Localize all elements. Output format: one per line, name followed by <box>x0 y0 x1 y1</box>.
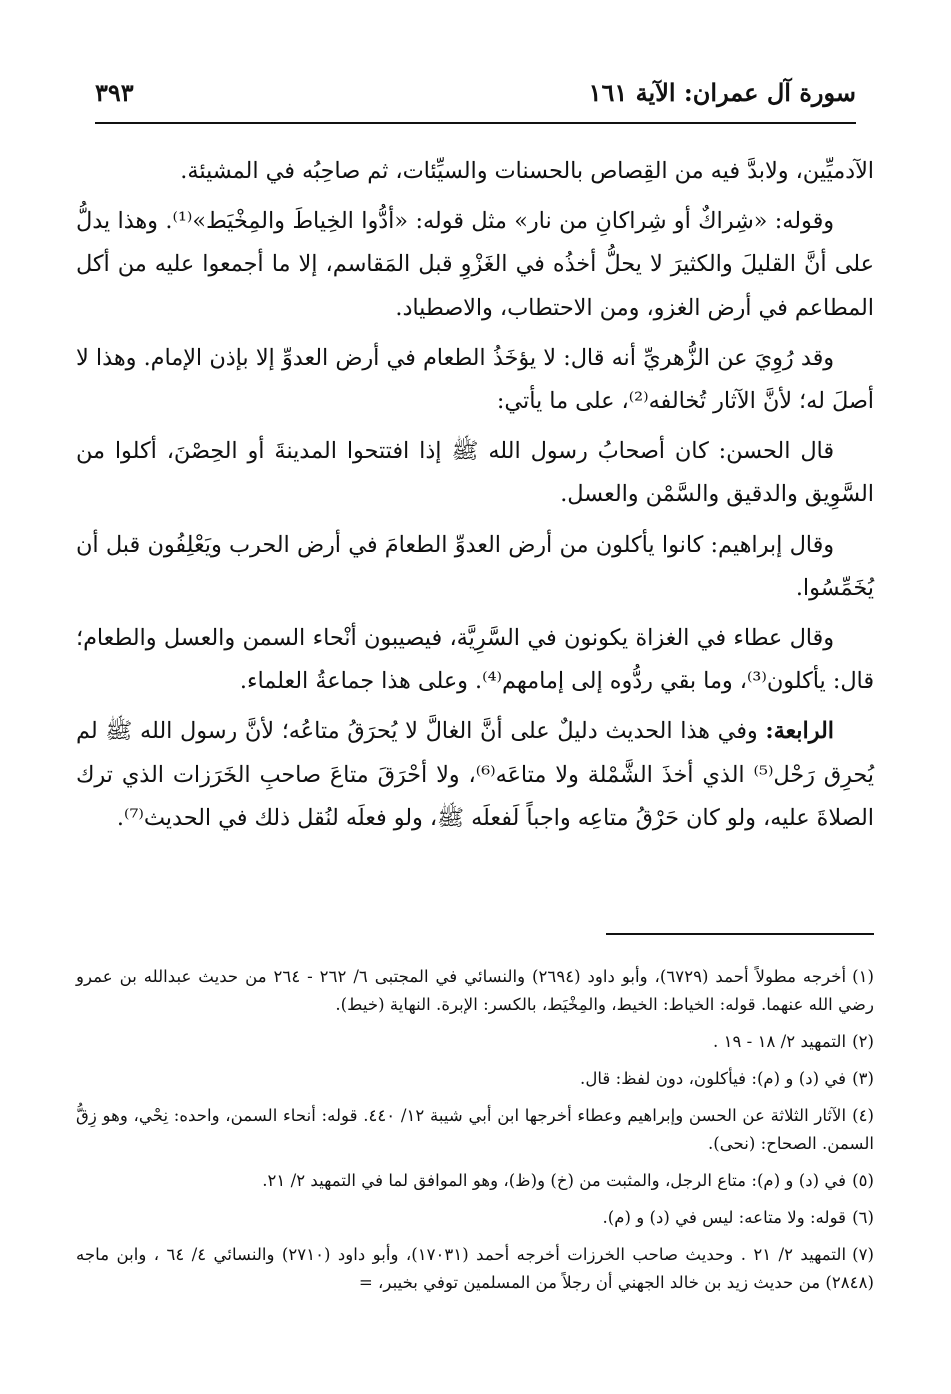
footnote-text: أخرجه مطولاً أحمد (٦٧٢٩)، وأبو داود (٢٦٩٤) والنسائي في المجتبى ٦/ ٢٦٢ - ٢٦٤ من حديث عبدالله بن عمرو رضي الله عنهما. قوله: الخياط: الخيط، والمِخْيَط، بالكسر: الإبرة. النهاية (خيط). <box>76 967 874 1014</box>
footnote-text: في (د) و (م): متاع الرجل، والمثبت من (خ) و(ظ)، وهو الموافق لما في التمهيد ٢/ ٢١. <box>262 1171 847 1190</box>
footnote <box>76 1167 874 1195</box>
footnote-number: (٥) <box>852 1171 874 1190</box>
main-text <box>76 150 874 847</box>
page-number: ٣٩٣ <box>95 78 134 107</box>
footnote <box>76 963 874 1019</box>
footnote-text: في (د) و (م): فيأكلون، دون لفظ: قال. <box>580 1069 847 1088</box>
footnote <box>76 1028 874 1056</box>
footnote-text: قوله: ولا متاعه: ليس في (د) و (م). <box>602 1208 847 1227</box>
footnote <box>76 1065 874 1093</box>
footnote <box>76 1102 874 1158</box>
header-title: سورة آل عمران: الآية ١٦١ <box>588 78 856 107</box>
footnote-text: التمهيد ٢/ ١٨ - ١٩ . <box>713 1032 847 1051</box>
header-rule <box>95 122 856 124</box>
footnote-number: (٤) <box>852 1106 874 1125</box>
paragraph-text: وفي هذا الحديث دليلٌ على أنَّ الغالَّ لا يُحرَقُ متاعُه؛ لأنَّ رسول الله ﷺ لم يُحرِق رَحْل⁽⁵⁾ الذي أخذَ الشَّمْلة ولا متاعَه⁽⁶⁾، ولا أحْرَقَ متاعَ صاحبِ الخَرَزات الذي ترك الصلاةَ عليه، ولو كان حَرْقُ متاعِه واجباً لَفعلَه ﷺ، ولو فعلَه لنُقل ذلك في الحديث⁽⁷⁾. <box>76 718 874 831</box>
running-header <box>95 78 856 114</box>
paragraph <box>76 710 874 840</box>
footnote <box>76 1241 874 1297</box>
section-lead: الرابعة: <box>765 718 834 745</box>
paragraph: وقوله: «شِراكٌ أو شِراكانِ من نار» مثل قوله: «أدُّوا الخِياطَ والمِخْيَط»⁽¹⁾. وهذا يدلُّ على أنَّ القليلَ والكثيرَ لا يحلُّ أخذُه في الغَزْوِ قبل المَقاسم، إلا ما أجمعوا عليه من أكل المطاعم في أرض الغزو، ومن الاحتطاب، والاصطياد. <box>76 208 874 321</box>
footnotes <box>76 963 874 1306</box>
footnote-number: (١) <box>852 967 874 986</box>
paragraph: وقال إبراهيم: كانوا يأكلون من أرض العدوِّ الطعامَ في أرض الحرب ويَعْلِفُون قبل أن يُخَمِّسُوا. <box>76 531 874 601</box>
paragraph: وقد رُوِيَ عن الزُّهريِّ أنه قال: لا يؤخَذُ الطعام في أرض العدوِّ إلا بإذن الإمام. وهذا لا أصلَ له؛ لأنَّ الآثار تُخالفه⁽²⁾، على ما يأتي: <box>76 344 874 415</box>
paragraph: قال الحسن: كان أصحابُ رسول الله ﷺ إذا افتتحوا المدينةَ أو الحِصْنَ، أكلوا من السَّوِيق والدقيق والسَّمْن والعسل. <box>76 438 874 508</box>
footnote-text: التمهيد ٢/ ٢١ . وحديث صاحب الخرزات أخرجه أحمد (١٧٠٣١)، وأبو داود (٢٧١٠) والنسائي ٤/ ٦٤ ، وابن ماجه (٢٨٤٨) من حديث زيد بن خالد الجهني أن رجلاً من المسلمين توفي بخيبر، = <box>76 1245 874 1292</box>
footnote-number: (٣) <box>852 1069 874 1088</box>
footnote-text: الآثار الثلاثة عن الحسن وإبراهيم وعطاء أخرجها ابن أبي شيبة ١٢/ ٤٤٠. قوله: أنحاء السمن، واحده: نِحْي، وهو زِقُّ السمن. الصحاح: (نحى). <box>76 1106 874 1153</box>
footnote-separator <box>606 933 874 935</box>
paragraph: وقال عطاء في الغزاة يكونون في السَّرِيَّة، فيصيبون أنْحاء السمن والعسل والطعام؛ قال: يأكلون⁽³⁾، وما بقي ردُّوه إلى إمامهم⁽⁴⁾. وعلى هذا جماعةُ العلماء. <box>76 625 874 695</box>
paragraph: الآدميِّين، ولابدَّ فيه من القِصاص بالحسنات والسيِّئات، ثم صاحِبُه في المشيئة. <box>180 158 874 184</box>
footnote <box>76 1204 874 1232</box>
footnote-number: (٢) <box>852 1032 874 1051</box>
footnote-number: (٧) <box>852 1245 874 1264</box>
footnote-number: (٦) <box>852 1208 874 1227</box>
